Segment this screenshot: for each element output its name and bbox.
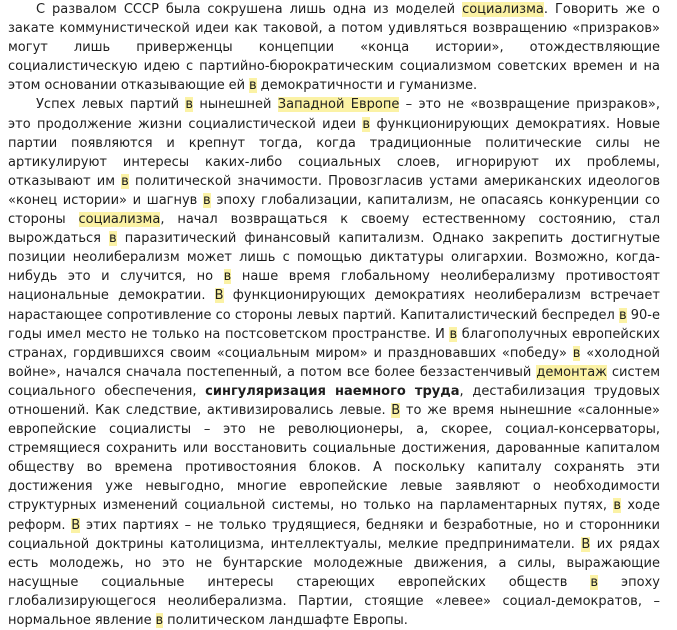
text-run: демократичности и гуманизме. (256, 78, 478, 94)
search-highlight: в (121, 173, 129, 189)
text-run: политической значимости. Провозгласив устами американских идеологов «конец истории» и шагнув (8, 173, 660, 208)
search-highlight: в (449, 326, 458, 342)
search-highlight: в (223, 269, 232, 285)
text-run: благополучных европейских странах, гордившихся своим «социальным миром» и праздновавших «победу» (8, 326, 660, 361)
search-highlight: в (590, 574, 599, 590)
search-highlight: в (572, 345, 581, 361)
text-run: систем социального обеспечения, (8, 364, 661, 399)
text-run: наше время глобальному неолиберализму противостоят национальные демократии. (8, 269, 660, 304)
paragraph (8, 0, 660, 95)
text-run: «холодной войне», начался сначала постепенный, а потом все более беззастенчивый (8, 345, 660, 380)
text-run: Успех левых партий (36, 97, 186, 113)
text-run: их рядах есть молодежь, но это не бунтарские молодежные движения, а силы, выражающие насущные социальные интересы стареющих европейских обществ (8, 536, 660, 590)
search-highlight: в (362, 116, 371, 132)
text-run: этих партиях – не только трудящиеся, бедняки и безработные, но и сторонники социальной доктрины католицизма, интеллектуалы, мелкие предприниматели. (8, 517, 660, 552)
search-highlight: в (109, 231, 117, 247)
text-run: – это не «возвращение призраков», это продолжение жизни социалистической идеи (8, 97, 661, 132)
search-highlight: в (618, 307, 627, 323)
text-run: функционирующих демократиях неолиберализм встречает нарастающее сопротивление со стороны левых партий. Капиталистический беспредел (8, 288, 660, 323)
text-run: эпоху глобализирующегося неолиберализма. Партии, стоящие «левее» социал-демократов, – нормальное явление (8, 574, 660, 628)
search-highlight: В (71, 517, 81, 533)
search-highlight: в (249, 78, 257, 94)
search-highlight: демонтаж (536, 364, 607, 380)
text-run: политическом ландшафте Европы. (163, 613, 408, 628)
text-run: нынешней (193, 97, 278, 113)
search-highlight: в (155, 613, 164, 628)
text-run: , дестабилизация трудовых отношений. Как следствие, активизировались левые. (8, 383, 660, 418)
text-run: то же время нынешние «салонные» европейские социалисты – это не революционеры, а, скорее, социал-консерваторы, стремящиеся сохранить или восстановить социальные достижения, дарованные капиталом обществу во времена противостояния блоков. А поскольку капиталу сохранять эти достижения уже невыгодно, многие европейские левые заявляют о необходимости структурных изменений социальной системы, но только на парламентарных путях, (8, 402, 660, 514)
text-run: С развалом СССР была сокрушена лишь одна из моделей (36, 2, 463, 17)
text-run: . Говорить же о закате коммунистической идеи как таковой, а потом удивляться возвращению «призраков» могут лишь приверженцы концепции «конца истории», отождествляющие социалистическую идею с партийно-бюрократическим социализмом советских времен и на этом основании отказывающие ей (8, 2, 660, 94)
search-highlight: в (613, 498, 622, 514)
text-run: ходе реформ. (8, 498, 660, 533)
search-highlight: социализма (462, 2, 544, 17)
text-run: , начал возвращаться к своему естественному состоянию, стал вырождаться (8, 212, 661, 247)
bold-term: сингуляризация наемного труда (205, 383, 460, 399)
search-highlight: В (581, 536, 591, 552)
text-run: 90-е годы имел место не только на постсоветском пространстве. И (8, 307, 660, 342)
search-highlight: Западной Европе (277, 97, 400, 113)
search-highlight: в (203, 192, 211, 208)
paragraph (8, 95, 660, 630)
search-highlight: В (391, 402, 401, 418)
search-highlight: в (185, 97, 194, 113)
text-run: эпоху глобализации, капитализм, не опасаясь конкуренции со стороны (8, 192, 660, 228)
text-run: функционирующих демократиях. Новые партии появляются и крепнут тогда, когда традиционные политические силы не артикулируют интересы каких-либо социальных слоев, игнорируют их проблемы, отказывают им (8, 116, 660, 189)
search-highlight: В (214, 288, 224, 304)
search-highlight: социализма (78, 212, 161, 228)
text-run: паразитический финансовый капитализм. Однако закрепить достигнутые позиции неолиберализм может лишь с помощью диктатуры олигархии. Возможно, когда-нибудь это и случится, но (8, 231, 661, 285)
